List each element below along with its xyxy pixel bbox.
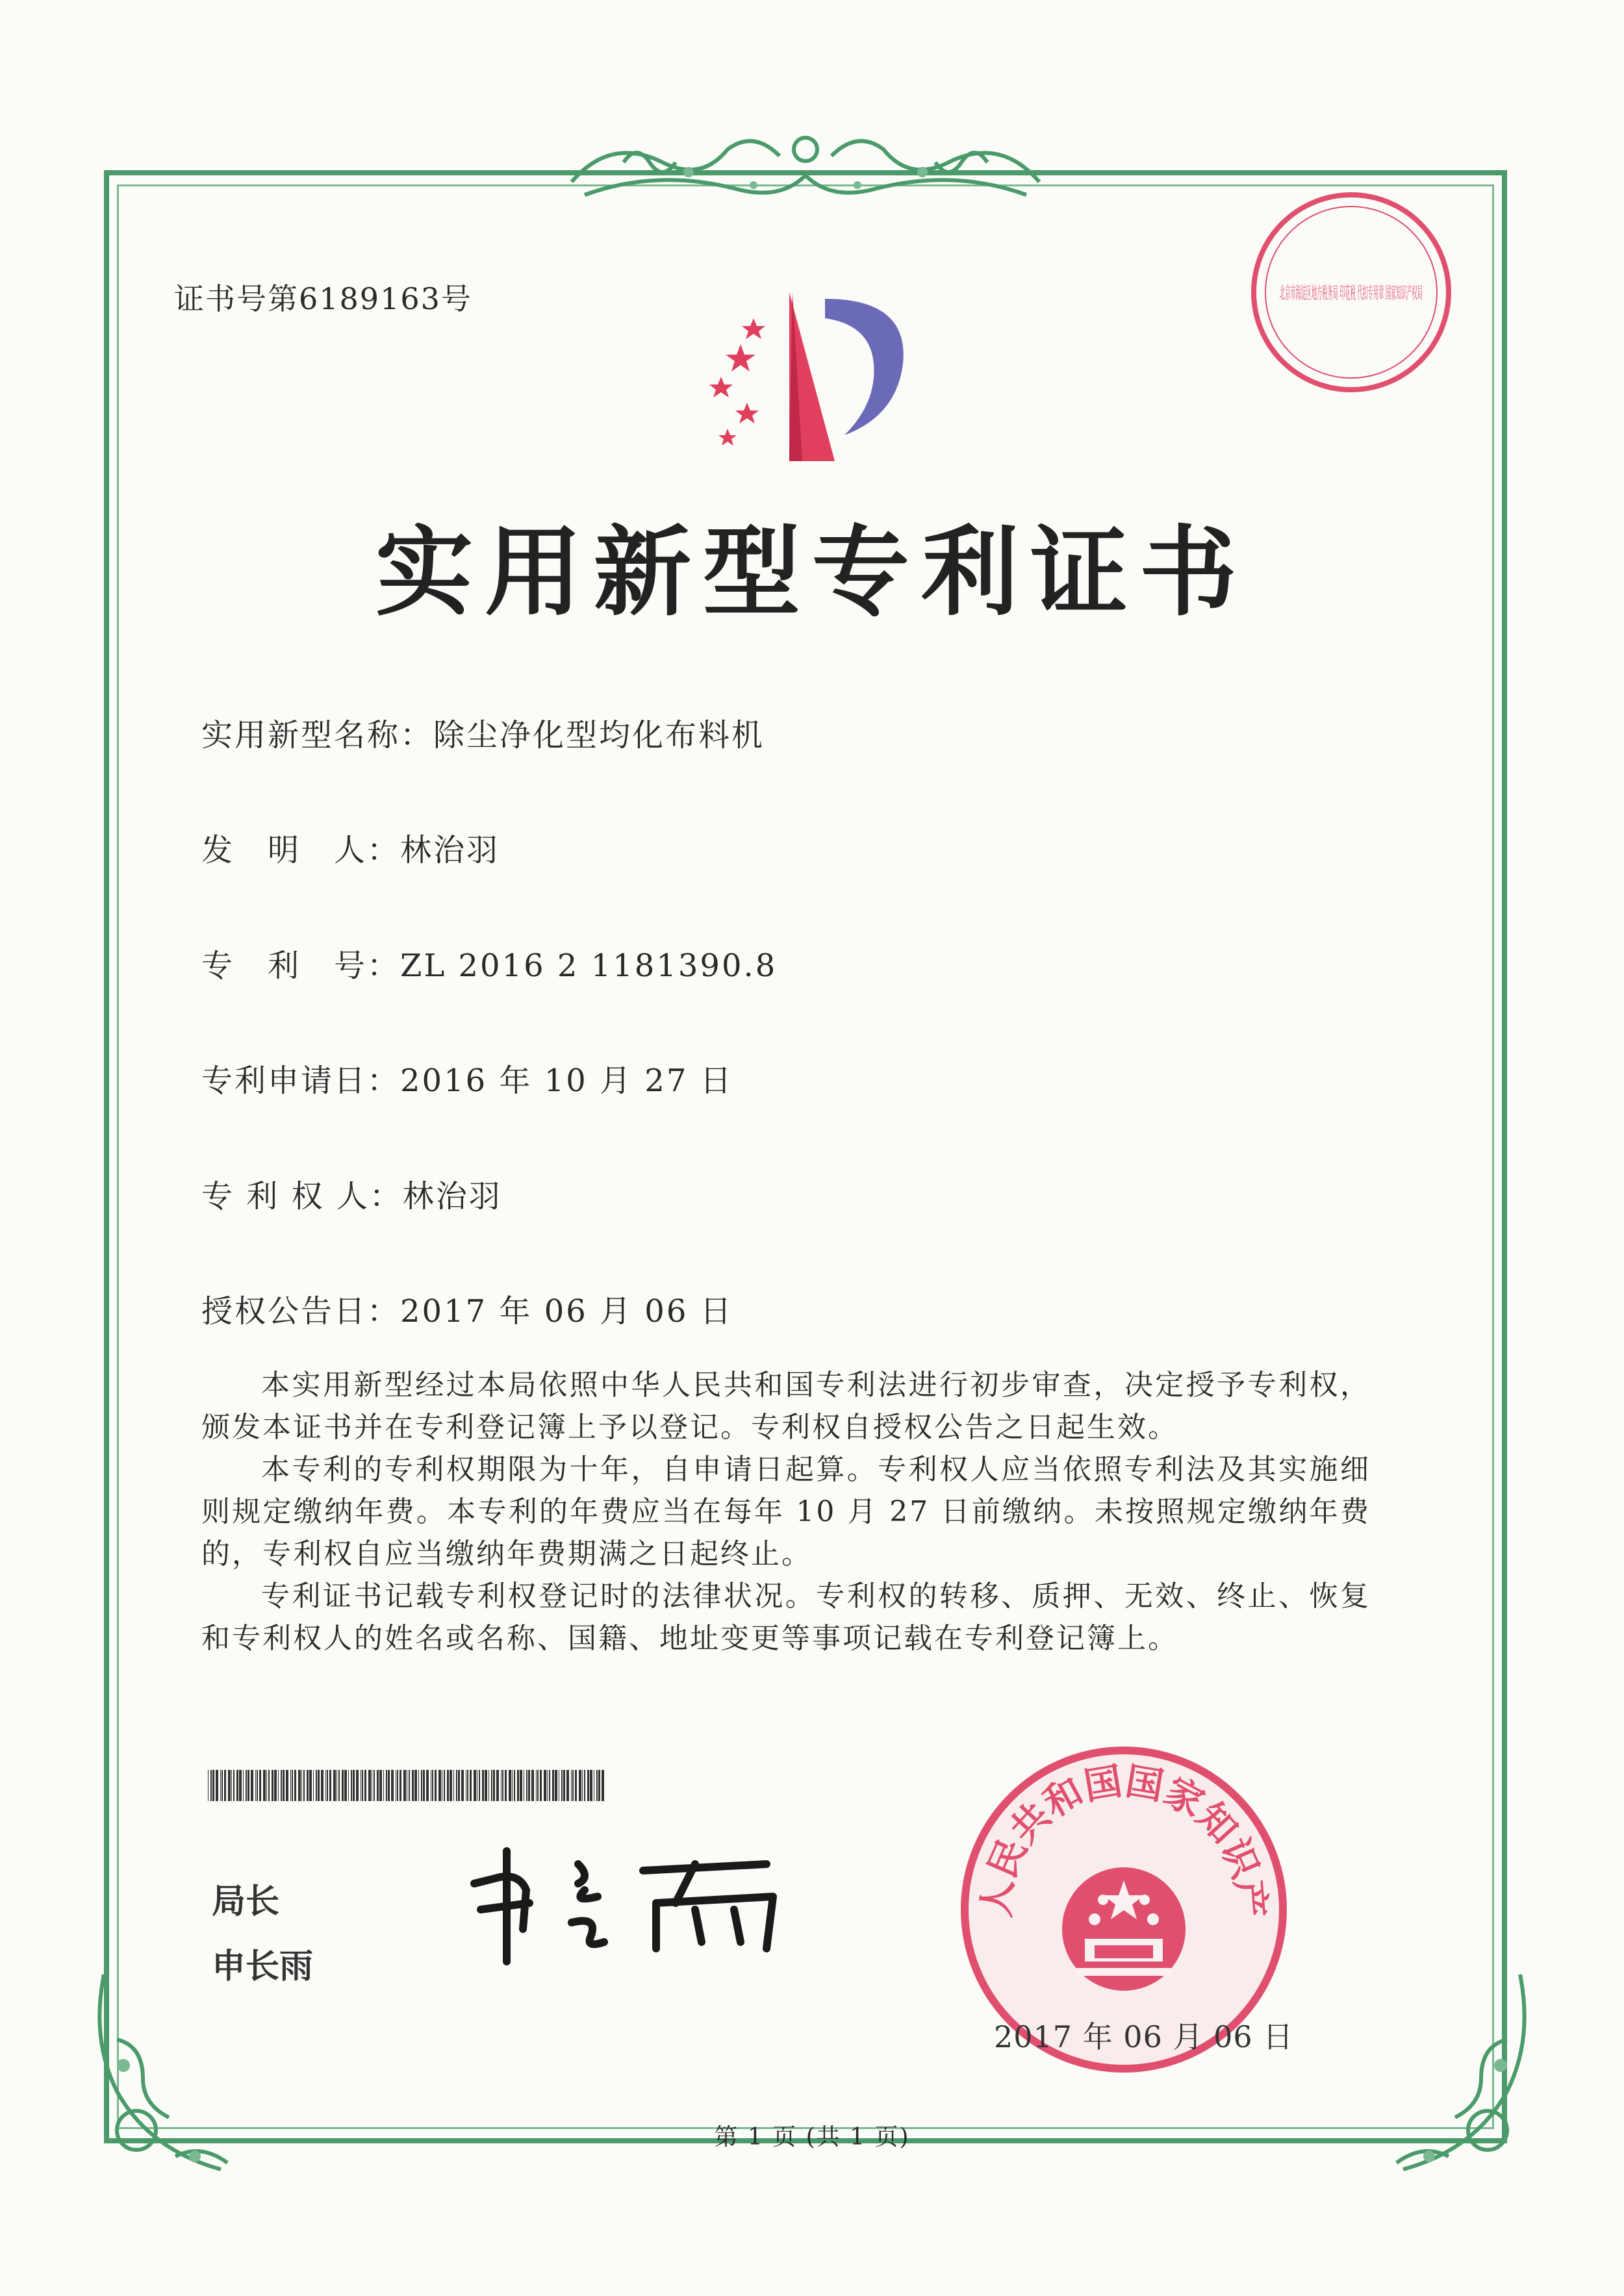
barcode-bar bbox=[403, 1770, 406, 1801]
patent-office-logo bbox=[669, 273, 929, 468]
page-number: 第 1 页 (共 1 页) bbox=[714, 2124, 910, 2151]
barcode-bar bbox=[233, 1770, 235, 1801]
certificate-number bbox=[174, 275, 472, 318]
barcode-bar bbox=[435, 1770, 437, 1801]
barcode-bar bbox=[467, 1770, 468, 1801]
barcode-bar bbox=[485, 1770, 487, 1801]
field-value: 林治羽 bbox=[400, 832, 500, 868]
barcode-bar bbox=[362, 1770, 363, 1801]
barcode-bar bbox=[228, 1770, 231, 1801]
barcode-bar bbox=[257, 1770, 258, 1801]
barcode-bar bbox=[388, 1770, 390, 1801]
barcode-bar bbox=[561, 1770, 563, 1801]
barcode-bar bbox=[482, 1770, 484, 1801]
barcode-bar bbox=[377, 1770, 379, 1801]
barcode-bar bbox=[536, 1770, 537, 1801]
barcode-bar bbox=[409, 1770, 410, 1801]
barcode-bar bbox=[338, 1770, 340, 1801]
field-value: 林治羽 bbox=[402, 1178, 502, 1215]
barcode-bar bbox=[255, 1770, 256, 1801]
barcode-bar bbox=[505, 1770, 507, 1801]
barcode-bar bbox=[579, 1770, 581, 1801]
barcode-bar bbox=[391, 1770, 394, 1801]
barcode-bar bbox=[281, 1770, 282, 1801]
barcode-bar bbox=[303, 1770, 305, 1801]
barcode-bar bbox=[547, 1770, 548, 1801]
barcode-bar bbox=[461, 1770, 464, 1801]
certificate-number-value: 6189163 bbox=[299, 281, 441, 316]
barcode-bar bbox=[528, 1770, 530, 1801]
director-title: 局长 bbox=[212, 1882, 280, 1921]
barcode-bar bbox=[470, 1770, 472, 1801]
barcode-bar bbox=[247, 1770, 249, 1801]
barcode-bar bbox=[598, 1770, 600, 1801]
field-value: 2016 年 10 月 27 日 bbox=[400, 1063, 733, 1099]
field-application-date bbox=[201, 1055, 733, 1100]
barcode-bar bbox=[582, 1770, 583, 1801]
barcode-bar bbox=[450, 1770, 452, 1801]
barcode-bar bbox=[353, 1770, 355, 1801]
bottom-left-ornament bbox=[78, 1962, 286, 2195]
barcode-bar bbox=[537, 1770, 539, 1801]
field-label: 专 利 号： bbox=[201, 948, 401, 984]
barcode-bar bbox=[286, 1770, 288, 1801]
barcode-bar bbox=[552, 1770, 554, 1801]
barcode-bar bbox=[278, 1770, 279, 1801]
barcode-bar bbox=[379, 1770, 382, 1801]
director-signature bbox=[461, 1838, 799, 1968]
barcode-bar bbox=[520, 1770, 522, 1801]
barcode-bar bbox=[342, 1770, 344, 1801]
barcode-bar bbox=[572, 1770, 574, 1801]
issue-date: 2017 年 06 月 06 日 bbox=[994, 2019, 1294, 2054]
barcode-bar bbox=[292, 1770, 293, 1801]
barcode-bar bbox=[216, 1770, 218, 1801]
field-label: 实用新型名称： bbox=[201, 717, 434, 753]
barcode bbox=[208, 1770, 607, 1801]
barcode-bar bbox=[383, 1770, 384, 1801]
barcode-bar bbox=[239, 1770, 242, 1801]
barcode-bar bbox=[421, 1770, 422, 1801]
barcode-bar bbox=[602, 1770, 604, 1801]
barcode-bar bbox=[544, 1770, 546, 1801]
barcode-bar bbox=[336, 1770, 337, 1801]
certificate-body bbox=[201, 1364, 1371, 1659]
barcode-bar bbox=[566, 1770, 569, 1801]
tax-stamp bbox=[1244, 185, 1458, 399]
barcode-bar bbox=[444, 1770, 445, 1801]
barcode-bar bbox=[590, 1770, 592, 1801]
barcode-bar bbox=[496, 1770, 499, 1801]
barcode-bar bbox=[549, 1770, 550, 1801]
barcode-bar bbox=[517, 1770, 519, 1801]
field-label: 发 明 人： bbox=[201, 832, 401, 868]
barcode-bar bbox=[584, 1770, 585, 1801]
barcode-bar bbox=[318, 1770, 320, 1801]
barcode-bar bbox=[540, 1770, 542, 1801]
barcode-bar bbox=[222, 1770, 223, 1801]
barcode-bar bbox=[290, 1770, 291, 1801]
barcode-bar bbox=[502, 1770, 503, 1801]
barcode-bar bbox=[374, 1770, 375, 1801]
barcode-bar bbox=[364, 1770, 366, 1801]
barcode-bar bbox=[458, 1770, 460, 1801]
barcode-bar bbox=[236, 1770, 238, 1801]
barcode-bar bbox=[575, 1770, 577, 1801]
national-emblem-icon bbox=[1062, 1867, 1186, 1991]
barcode-bar bbox=[294, 1770, 296, 1801]
barcode-bar bbox=[512, 1770, 513, 1801]
barcode-bar bbox=[426, 1770, 429, 1801]
tax-stamp-text: 北京市海淀区地方税务局 印花税 代扣专用章 国家知识产权局 bbox=[1280, 284, 1423, 303]
barcode-bar bbox=[386, 1770, 387, 1801]
barcode-bar bbox=[432, 1770, 433, 1801]
body-paragraph-3: 专利证书记载专利权登记时的法律状况。专利权的转移、质押、无效、终止、恢复和专利权人的姓名或名称、国籍、地址变更等事项记载在专利登记簿上。 bbox=[201, 1580, 1371, 1655]
barcode-bar bbox=[246, 1770, 247, 1801]
barcode-bar bbox=[526, 1770, 527, 1801]
field-grant-date bbox=[201, 1286, 733, 1331]
barcode-bar bbox=[274, 1770, 277, 1801]
barcode-bar bbox=[348, 1770, 349, 1801]
barcode-bar bbox=[447, 1770, 449, 1801]
field-label: 专 利 权 人： bbox=[201, 1178, 403, 1215]
barcode-bar bbox=[453, 1770, 454, 1801]
barcode-bar bbox=[563, 1770, 565, 1801]
barcode-bar bbox=[587, 1770, 589, 1801]
top-ornament bbox=[559, 123, 1052, 208]
barcode-bar bbox=[368, 1770, 371, 1801]
barcode-bar bbox=[571, 1770, 572, 1801]
certificate-number-prefix: 证书号第 bbox=[174, 281, 299, 316]
barcode-bar bbox=[210, 1770, 212, 1801]
barcode-bar bbox=[555, 1770, 557, 1801]
barcode-bar bbox=[263, 1770, 266, 1801]
barcode-bar bbox=[309, 1770, 312, 1801]
barcode-bar bbox=[298, 1770, 301, 1801]
barcode-bar bbox=[493, 1770, 495, 1801]
barcode-bar bbox=[327, 1770, 328, 1801]
barcode-bar bbox=[509, 1770, 511, 1801]
barcode-bar bbox=[259, 1770, 261, 1801]
barcode-bar bbox=[514, 1770, 515, 1801]
director-name: 申长雨 bbox=[212, 1947, 314, 1986]
field-label: 授权公告日： bbox=[201, 1293, 401, 1330]
barcode-bar bbox=[596, 1770, 598, 1801]
field-label: 专利申请日： bbox=[201, 1063, 401, 1099]
barcode-bar bbox=[307, 1770, 309, 1801]
field-patentee bbox=[201, 1171, 502, 1216]
field-value: ZL 2016 2 1181390.8 bbox=[400, 948, 778, 984]
barcode-bar bbox=[268, 1770, 270, 1801]
barcode-bar bbox=[272, 1770, 273, 1801]
field-patent-number bbox=[201, 940, 777, 985]
barcode-bar bbox=[397, 1770, 398, 1801]
barcode-bar bbox=[208, 1770, 209, 1801]
barcode-bar bbox=[344, 1770, 347, 1801]
barcode-bar bbox=[400, 1770, 401, 1801]
field-value: 2017 年 06 月 06 日 bbox=[400, 1293, 733, 1330]
barcode-bar bbox=[333, 1770, 336, 1801]
barcode-bar bbox=[313, 1770, 314, 1801]
barcode-bar bbox=[356, 1770, 359, 1801]
barcode-bar bbox=[212, 1770, 214, 1801]
bottom-right-ornament bbox=[1338, 1962, 1546, 2195]
barcode-bar bbox=[224, 1770, 226, 1801]
barcode-bar bbox=[491, 1770, 492, 1801]
barcode-bar bbox=[412, 1770, 414, 1801]
barcode-bar bbox=[321, 1770, 324, 1801]
seal-text: 中华人民共和国国家知识产权局 bbox=[935, 1706, 1274, 1919]
barcode-bar bbox=[325, 1770, 326, 1801]
barcode-bar bbox=[220, 1770, 221, 1801]
barcode-bar bbox=[438, 1770, 441, 1801]
certificate-title: 实用新型专利证书 bbox=[375, 515, 1249, 629]
barcode-bar bbox=[414, 1770, 417, 1801]
barcode-bar bbox=[283, 1770, 285, 1801]
barcode-bar bbox=[266, 1770, 267, 1801]
field-inventor bbox=[201, 825, 500, 870]
barcode-bar bbox=[316, 1770, 317, 1801]
barcode-bar bbox=[474, 1770, 476, 1801]
body-paragraph-1: 本实用新型经过本局依照中华人民共和国专利法进行初步审查，决定授予专利权，颁发本证书并在专利登记簿上予以登记。专利权自授权公告之日起生效。 bbox=[201, 1369, 1371, 1444]
barcode-bar bbox=[456, 1770, 457, 1801]
barcode-bar bbox=[301, 1770, 302, 1801]
barcode-bar bbox=[479, 1770, 480, 1801]
certificate-number-suffix: 号 bbox=[440, 281, 472, 316]
barcode-bar bbox=[423, 1770, 425, 1801]
barcode-bar bbox=[329, 1770, 331, 1801]
barcode-bar bbox=[351, 1770, 352, 1801]
field-model-name bbox=[201, 710, 765, 755]
barcode-bar bbox=[418, 1770, 419, 1801]
field-value: 除尘净化型均化布料机 bbox=[433, 717, 765, 753]
barcode-bar bbox=[251, 1770, 253, 1801]
barcode-bar bbox=[488, 1770, 489, 1801]
barcode-bar bbox=[231, 1770, 232, 1801]
barcode-bar bbox=[243, 1770, 244, 1801]
body-paragraph-2: 本专利的专利权期限为十年，自申请日起算。专利权人应当依照专利法及其实施细则规定缴纳年费。本专利的年费应当在每年 10 月 27 日前缴纳。未按照规定缴纳年费的，专利权自应当缴纳年费期满之日起终止。 bbox=[201, 1453, 1371, 1571]
barcode-bar bbox=[531, 1770, 534, 1801]
